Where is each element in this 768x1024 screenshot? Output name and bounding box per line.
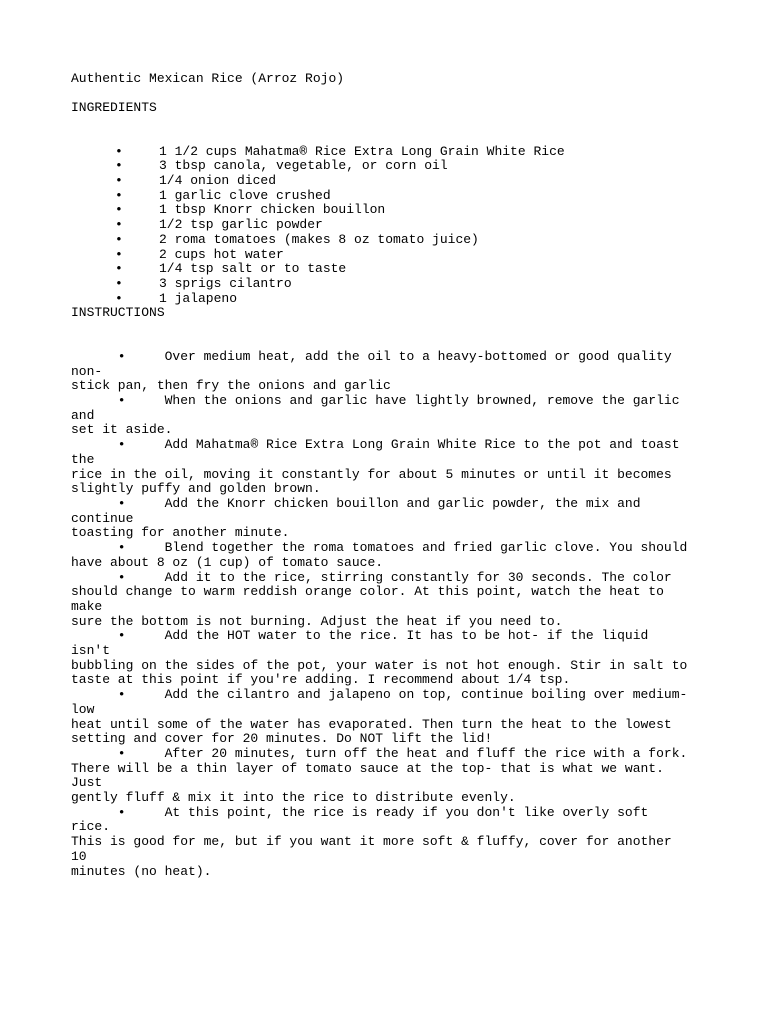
bullet-icon: • [71, 804, 165, 820]
instruction-item [71, 747, 691, 806]
instruction-text: Add the Knorr chicken bouillon and garlic powder, the mix and continue toasting for another minute. [71, 496, 641, 541]
bullet-icon: • [115, 158, 123, 174]
ingredient-item [71, 218, 691, 233]
bullet-icon: • [115, 187, 123, 203]
ingredient-item [71, 248, 691, 263]
instruction-text: At this point, the rice is ready if you don't like overly soft rice. This is good for me, but if you want it more soft & fluffy, cover for another 10 minutes (no heat). [71, 804, 672, 879]
ingredient-text: 1/4 onion diced [159, 173, 277, 189]
instruction-text: Add the HOT water to the rice. It has to be hot- if the liquid isn't bubbling on the sides of the pot, your water is not hot enough. Stir in salt to taste at this point if you're adding. I recommend about 1/4 tsp. [71, 628, 688, 688]
ingredient-text: 1 garlic clove crushed [159, 187, 331, 203]
ingredient-item [71, 292, 691, 307]
bullet-icon: • [71, 393, 165, 409]
ingredient-item [71, 262, 691, 277]
ingredients-heading: INGREDIENTS [71, 100, 157, 115]
ingredient-text: 1 jalapeno [159, 290, 238, 306]
instruction-text: After 20 minutes, turn off the heat and fluff the rice with a fork. There will be a thin layer of tomato sauce at the top- that is what we want. Just gently fluff & mix it into the rice to distribute evenly. [71, 745, 688, 806]
ingredient-item [71, 203, 691, 218]
bullet-icon: • [71, 628, 165, 644]
bullet-icon: • [71, 496, 165, 511]
bullet-icon: • [115, 261, 123, 277]
ingredient-item [71, 145, 691, 160]
instruction-item [71, 497, 691, 541]
instruction-item [71, 629, 691, 688]
ingredient-item [71, 189, 691, 204]
instructions-heading: INSTRUCTIONS [71, 305, 165, 321]
bullet-icon: • [115, 231, 123, 247]
bullet-icon: • [71, 348, 165, 364]
ingredient-item [71, 159, 691, 174]
instruction-item [71, 688, 691, 747]
ingredient-text: 2 roma tomatoes (makes 8 oz tomato juice) [159, 231, 479, 247]
ingredient-text: 3 sprigs cilantro [159, 275, 292, 291]
ingredient-text: 3 tbsp canola, vegetable, or corn oil [159, 158, 448, 174]
instruction-text: Blend together the roma tomatoes and fried garlic clove. You should have about 8 oz (1 cup) of tomato sauce. [71, 540, 688, 570]
ingredient-item [71, 174, 691, 189]
ingredient-item [71, 277, 691, 292]
ingredients-list [71, 145, 691, 307]
bullet-icon: • [115, 246, 123, 262]
bullet-icon: • [115, 143, 123, 159]
instruction-text: Add it to the rice, stirring constantly for 30 seconds. The color should change to warm reddish orange color. At this point, watch the heat to make sure the bottom is not burning. Adjust the heat if you need to. [71, 569, 672, 629]
instruction-text: Add Mahatma® Rice Extra Long Grain White Rice to the pot and toast the rice in the oil, moving it constantly for about 5 minutes or until it becomes slightly puffy and golden brown. [71, 437, 680, 497]
instruction-item [71, 571, 691, 630]
ingredient-text: 1/4 tsp salt or to taste [159, 261, 347, 277]
ingredient-text: 2 cups hot water [159, 246, 284, 262]
bullet-icon: • [71, 569, 165, 585]
instruction-text: Add the cilantro and jalapeno on top, continue boiling over medium-low heat until some of the water has evaporated. Then turn the heat to the lowest setting and cover for 20 minutes. Do NOT lift the lid! [71, 687, 688, 747]
bullet-icon: • [71, 687, 165, 703]
ingredient-text: 1 1/2 cups Mahatma® Rice Extra Long Grain White Rice [159, 143, 565, 159]
instructions-list [71, 350, 691, 879]
instruction-text: When the onions and garlic have lightly browned, remove the garlic and set it aside. [71, 393, 680, 438]
bullet-icon: • [71, 745, 165, 761]
ingredient-text: 1/2 tsp garlic powder [159, 217, 323, 233]
instruction-item [71, 806, 691, 880]
bullet-icon: • [71, 540, 165, 556]
instruction-item [71, 394, 691, 438]
bullet-icon: • [115, 217, 123, 233]
bullet-icon: • [115, 173, 123, 189]
instruction-item [71, 541, 691, 570]
instruction-item [71, 350, 691, 394]
bullet-icon: • [71, 437, 165, 453]
ingredient-text: 1 tbsp Knorr chicken bouillon [159, 202, 386, 218]
instruction-item [71, 438, 691, 497]
ingredient-item [71, 233, 691, 248]
bullet-icon: • [115, 202, 123, 218]
bullet-icon: • [115, 275, 123, 291]
bullet-icon: • [115, 290, 123, 306]
recipe-title: Authentic Mexican Rice (Arroz Rojo) [71, 71, 345, 86]
recipe-document [71, 72, 691, 879]
instruction-text: Over medium heat, add the oil to a heavy-bottomed or good quality non- stick pan, then fry the onions and garlic [71, 348, 672, 394]
